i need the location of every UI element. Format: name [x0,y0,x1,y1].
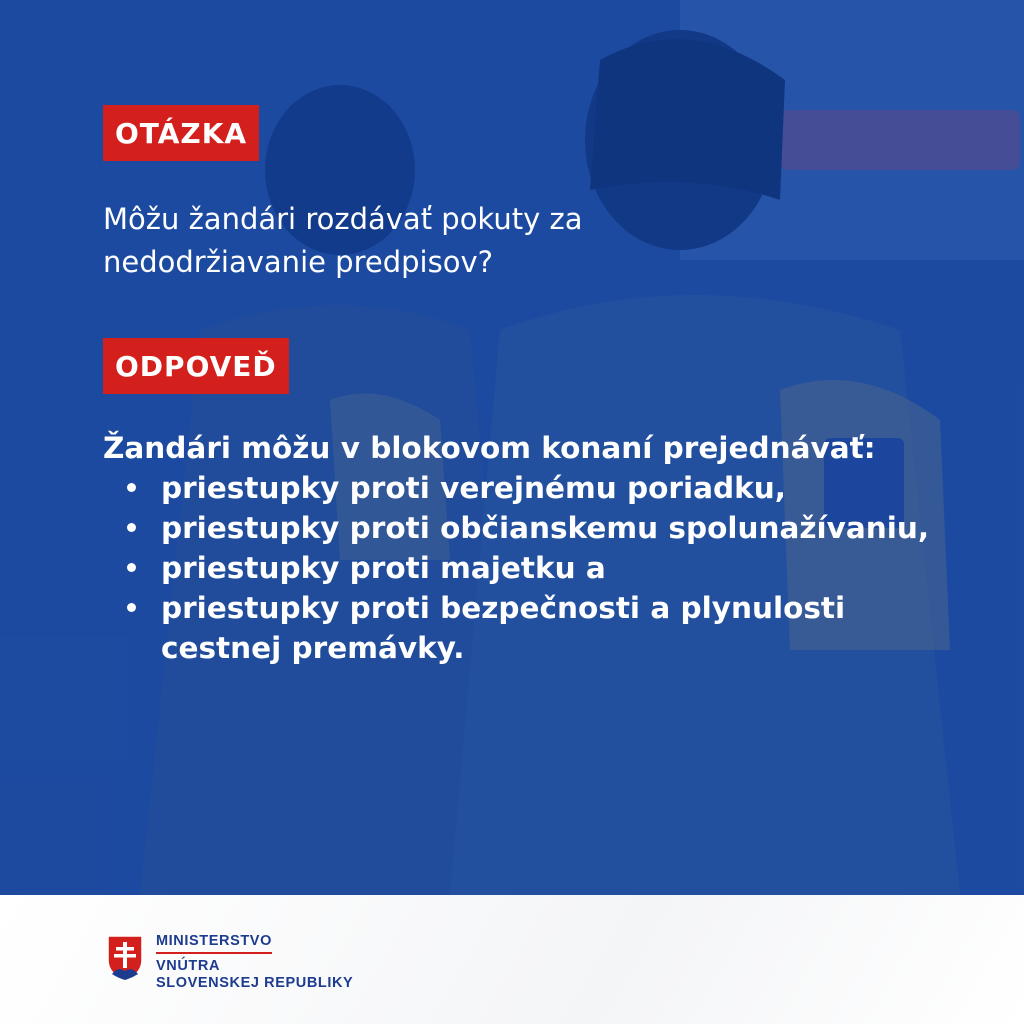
footer [0,895,1024,1024]
answer-intro: Žandári môžu v blokovom konaní prejednávať: [103,431,876,465]
ministry-line1: MINISTERSTVO [156,933,272,954]
answer-list [103,468,933,668]
slovak-coat-of-arms-icon [106,934,144,982]
answer-label: ODPOVEĎ [103,338,289,394]
list-item: priestupky proti majetku a [161,548,933,588]
answer-block [103,428,933,668]
list-item: priestupky proti verejnému poriadku, [161,468,933,508]
question-text: Môžu žandári rozdávať pokuty za nedodržiavanie predpisov? [103,202,583,279]
ministry-line2: VNÚTRA [156,958,221,974]
question-label: OTÁZKA [103,105,259,161]
list-item: priestupky proti bezpečnosti a plynulosti cestnej premávky. [161,588,933,668]
ministry-wordmark [156,933,353,992]
ministry-line3: SLOVENSKEJ REPUBLIKY [156,975,354,991]
list-item: priestupky proti občianskemu spolunažívaniu, [161,508,933,548]
